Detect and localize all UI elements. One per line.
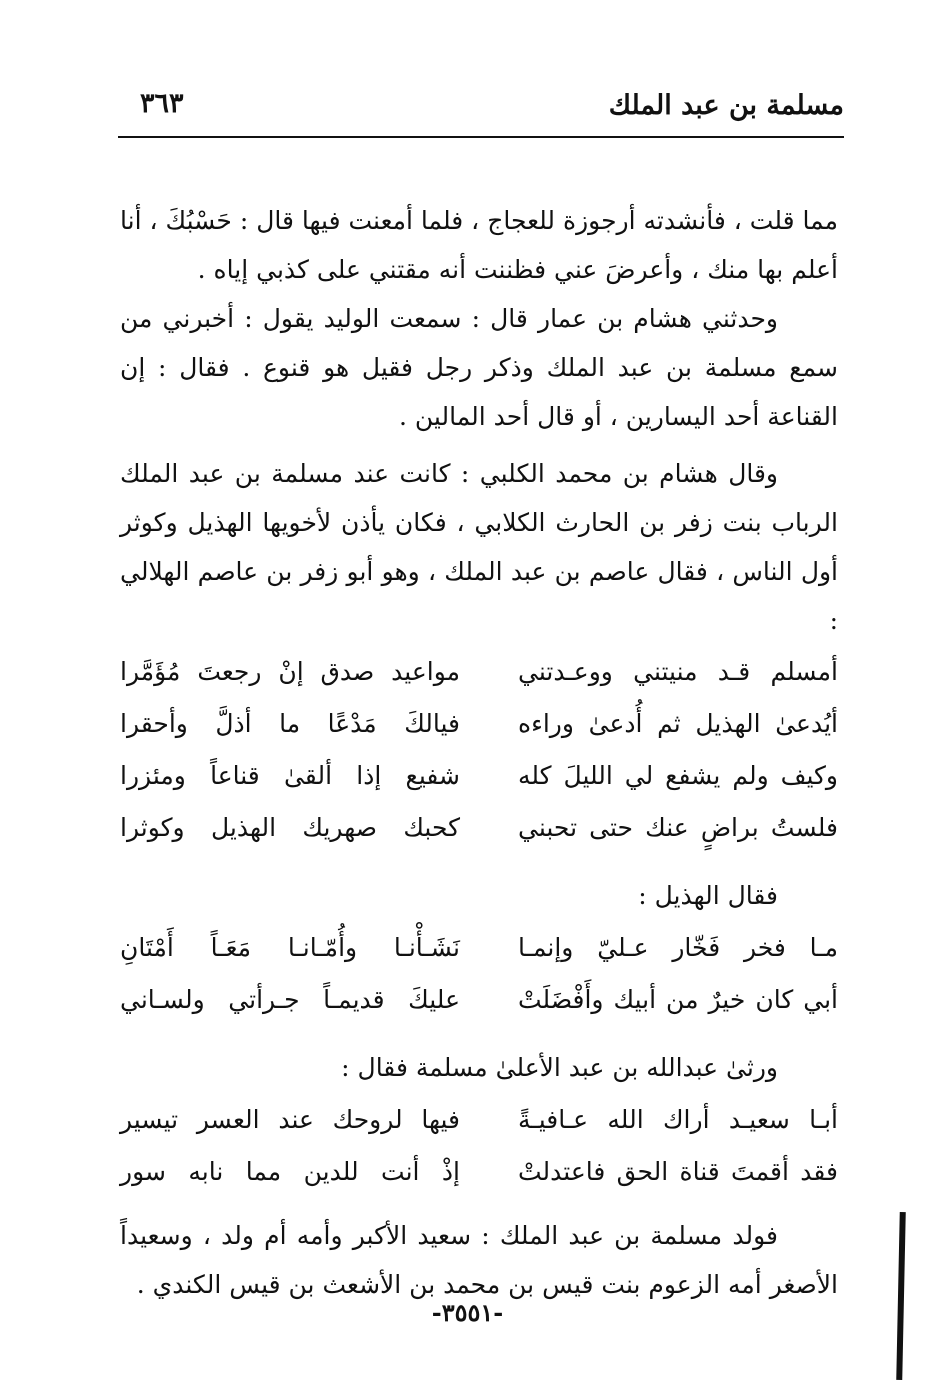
header-rule [118, 136, 844, 138]
verse-line [120, 921, 838, 973]
verse-line [120, 973, 838, 1025]
verse-second-hemistich: فيالكَ مَدْعًا ما أذلَّ وأحقرا [120, 708, 460, 738]
paragraph-3: وقال هشام بن محمد الكلبي : كانت عند مسلمة بن عبد الملك الرباب بنت زفر بن الحارث الكلابي ، فكان يأذن لأخويها الهذيل وكوثر أول الناس ، فقال عاصم بن عبد الملك ، وهو أبو زفر بن عاصم الهلالي : [120, 459, 838, 635]
verse-first-hemistich: أبي كان خيرٌ من أبيك وأَفْضَلَتْ [518, 984, 838, 1014]
verse-second-hemistich: شفيع إذا ألقىٰ قناعاً ومئزرا [120, 760, 460, 790]
verse-second-hemistich: كحبك صهريك الهذيل وكوثرا [120, 812, 460, 842]
final-paragraph: فولد مسلمة بن عبد الملك : سعيد الأكبر وأمه أم ولد ، وسعيداً الأصغر أمه الزعوم بنت قيس بن محمد بن الأشعث بن قيس الكندي . [120, 1221, 838, 1299]
verse-line [120, 697, 838, 749]
verse-first-hemistich: مـا فخر فَخّار عـليّ وإنمـا [518, 932, 838, 962]
poem-2-intro: فقال الهذيل : [638, 881, 778, 910]
verse-first-hemistich: أمسلم قـد منيتني ووعـدتني [518, 656, 838, 686]
paragraph-1: مما قلت ، فأنشدته أرجوزة للعجاج ، فلما أمعنت فيها قال : حَسْبُكَ ، أنا أعلم بها منك ، وأعرضَ عني فظننت أنه مقتني على كذبي إياه . [120, 206, 838, 284]
page-number: ٣٦٣ [140, 88, 184, 119]
poem-1 [120, 645, 838, 853]
verse-line [120, 645, 838, 697]
verse-second-hemistich: نَشَـأْنـا وأُمّـانـا مَعَـاً أَمْتَانِ [120, 932, 460, 962]
poem-3 [120, 1093, 838, 1197]
page-header [118, 84, 844, 144]
verse-first-hemistich: فلستُ براضٍ عنك حتى تحبني [518, 812, 838, 842]
verse-first-hemistich: أبـا سعيـد أراك الله عـافيـةً [518, 1104, 838, 1134]
verse-second-hemistich: إذْ أنت للدين مما نابه سور [120, 1156, 460, 1186]
paragraph-2: وحدثني هشام بن عمار قال : سمعت الوليد يقول : أخبرني من سمع مسلمة بن عبد الملك وذكر رجل فقيل هو قنوع . فقال : إن القناعة أحد اليسارين ، أو قال أحد المالين . [120, 304, 838, 431]
verse-line [120, 749, 838, 801]
page-body [120, 196, 838, 1309]
verse-line [120, 1145, 838, 1197]
poem-2 [120, 921, 838, 1025]
verse-second-hemistich: عليكَ قديمـاً جـرأتي ولسـاني [120, 984, 460, 1014]
running-title: مسلمة بن عبد الملك [608, 90, 844, 121]
verse-first-hemistich: فقد أقمتَ قناة الحق فاعتدلتْ [518, 1156, 838, 1186]
binding-edge-mark [896, 1212, 906, 1380]
page-footer-number: -٣٥٥١- [431, 1298, 504, 1327]
verse-second-hemistich: فيها لروحك عند العسر تيسير [120, 1104, 460, 1134]
poem-3-intro: ورثىٰ عبدالله بن عبد الأعلىٰ مسلمة فقال : [341, 1053, 778, 1082]
verse-line [120, 1093, 838, 1145]
verse-line [120, 801, 838, 853]
verse-second-hemistich: مواعيد صدق إنْ رجعتَ مُؤَمَّرا [120, 656, 460, 686]
verse-first-hemistich: وكيف ولم يشفع لي الليلَ كله [518, 760, 838, 790]
verse-first-hemistich: أيُدعىٰ الهذيل ثم أُدعىٰ وراءه [518, 708, 838, 738]
